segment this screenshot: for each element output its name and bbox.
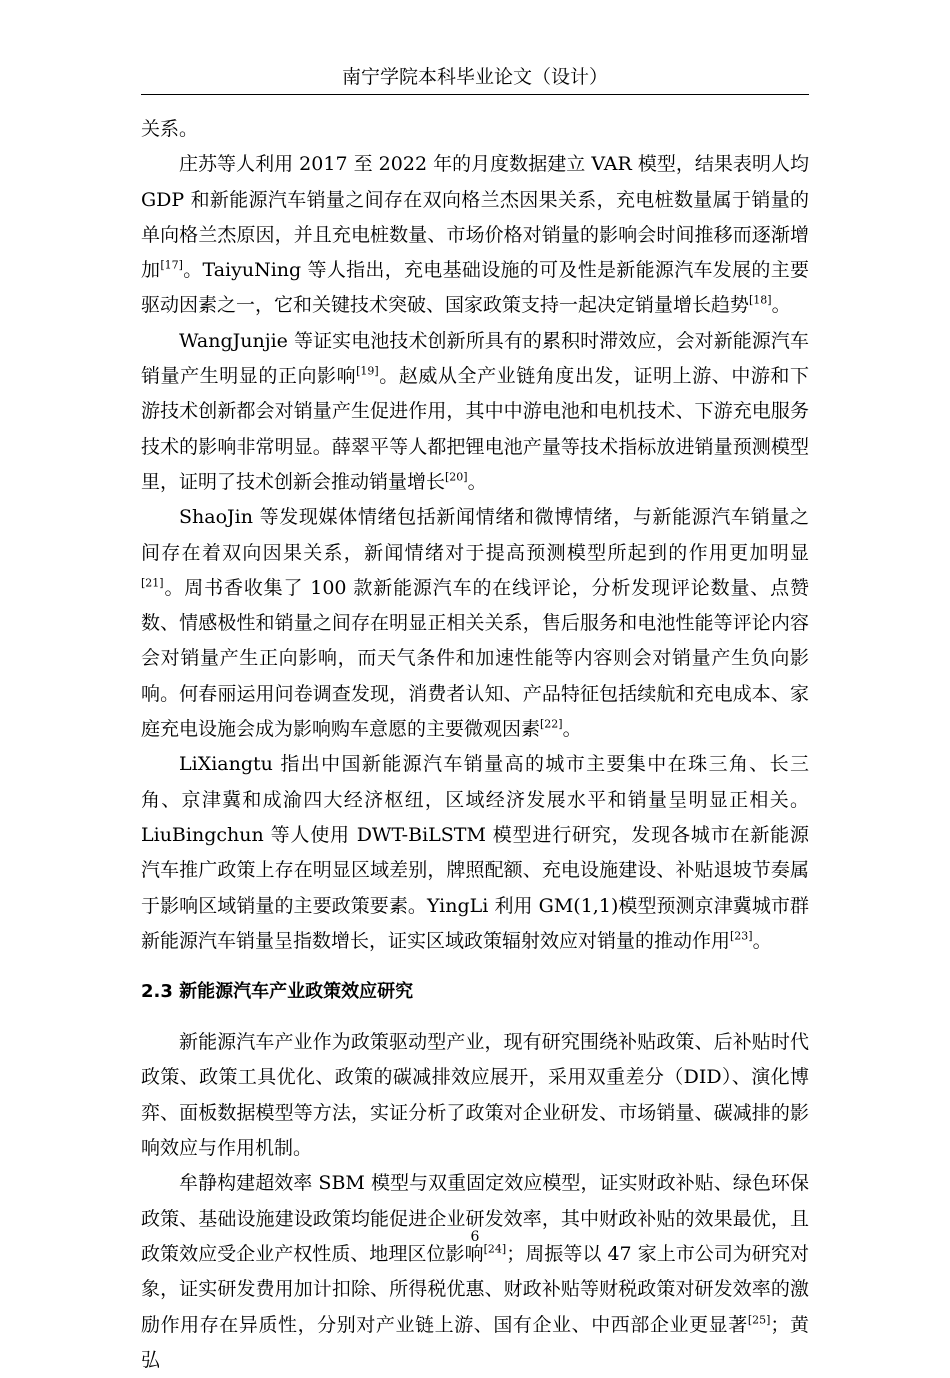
citation-marker: [22] (540, 717, 563, 731)
page-body (141, 112, 809, 1378)
paragraph-text: 新能源汽车产业作为政策驱动型产业，现有研究围绕补贴政策、后补贴时代政策、政策工具优化、政策的碳减排效应展开，采用双重差分（DID）、演化博弈、面板数据模型等方法，实证分析了政策对企业研发、市场销量、碳减排的影响效应与作用机制。 (141, 1031, 809, 1160)
paragraph-text: ；周振等以 47 家上市公司为研究对象，证实研发费用加计扣除、所得税优惠、财政补贴等财税政策对研发效率的激励作用存在异质性，分别对产业链上游、国有企业、中西部企业更显著 (141, 1242, 809, 1336)
paragraph (141, 324, 809, 500)
paragraph-text: 牟静构建超效率 SBM 模型与双重固定效应模型，证实财政补贴、绿色环保政策、基础设施建设政策均能促进企业研发效率，其中财政补贴的效果最优，且政策效应受企业产权性质、地理区位影响 (141, 1172, 809, 1265)
page-number: 6 (470, 1229, 480, 1245)
paragraph-text: LiXiangtu 指出中国新能源汽车销量高的城市主要集中在珠三角、长三角、京津冀和成渝四大经济枢纽，区域经济发展水平和销量呈明显正相关。LiuBingchun 等人使用 DWT-BiLSTM 模型进行研究，发现各城市在新能源汽车推广政策上存在明显区域差别，牌照配额、充电设施建设、补贴退坡节奏属于影响区域销量的主要政策要素。YingLi 利用 GM(1,1)模型预测京津冀城市群新能源汽车销量呈指数增长，证实区域政策辐射效应对销量的推动作用 (141, 753, 809, 952)
header-divider (141, 94, 809, 95)
paragraph-text: 。 (752, 929, 772, 952)
paragraph (141, 1025, 809, 1166)
citation-marker: [20] (445, 470, 468, 484)
body-paragraphs (141, 112, 809, 959)
paragraph-text: 。 (467, 470, 487, 493)
section-heading: 2.3 新能源汽车产业政策效应研究 (141, 981, 414, 1003)
citation-marker: [19] (356, 364, 379, 378)
page-header-title: 南宁学院本科毕业论文（设计） (341, 66, 608, 88)
citation-marker: [17] (160, 258, 183, 272)
citation-marker: [25] (747, 1313, 771, 1327)
paragraph-text: WangJunjie 等证实电池技术创新所具有的累积时滞效应，会对新能源汽车销量产生明显的正向影响 (141, 329, 809, 388)
paragraph (141, 500, 809, 747)
paragraph-text: 。 (562, 718, 582, 741)
paragraph-text: 庄苏等人利用 2017 至 2022 年的月度数据建立 VAR 模型，结果表明人均 GDP 和新能源汽车销量之间存在双向格兰杰因果关系，充电桩数量属于销量的单向格兰杰原因，并且充电桩数量、市场价格对销量的影响会时间推移而逐渐增加 (141, 153, 809, 282)
citation-marker: [21] (141, 576, 164, 590)
citation-marker: [18] (749, 294, 772, 308)
paragraph-text: ShaoJin 等发现媒体情绪包括新闻情绪和微博情绪，与新能源汽车销量之间存在着双向因果关系，新闻情绪对于提高预测模型所起到的作用更加明显 (141, 506, 809, 564)
citation-marker: [24] (483, 1242, 507, 1256)
paragraph (141, 1166, 809, 1378)
paragraph (141, 112, 809, 147)
paragraph-text: 。赵威从全产业链角度出发，证明上游、中游和下游技术创新都会对销量产生促进作用，其中中游电池和电机技术、下游充电服务技术的影响非常明显。薛翠平等人都把锂电池产量等技术指标放进销量预测模型里，证明了技术创新会推动销量增长 (141, 365, 809, 493)
paragraph-text: 关系。 (141, 118, 199, 140)
paragraph-text: ；黄弘 (141, 1313, 809, 1371)
section-paragraphs (141, 1025, 809, 1378)
citation-marker: [23] (730, 929, 753, 943)
paragraph (141, 747, 809, 959)
paragraph-text: 。TaiyuNing 等人指出，充电基础设施的可及性是新能源汽车发展的主要驱动因素之一，它和关键技术突破、国家政策支持一起决定销量增长趋势 (141, 259, 809, 317)
paragraph-text: 。 (771, 294, 791, 317)
paragraph-text: 。周书香收集了 100 款新能源汽车的在线评论，分析发现评论数量、点赞数、情感极性和销量之间存在明显正相关关系，售后服务和电池性能等评论内容会对销量产生正向影响，而天气条件和加速性能等内容则会对销量产生负向影响。何春丽运用问卷调查发现，消费者认知、产品特征包括续航和充电成本、家庭充电设施会成为影响购车意愿的主要微观因素 (141, 576, 809, 741)
paragraph (141, 147, 809, 323)
